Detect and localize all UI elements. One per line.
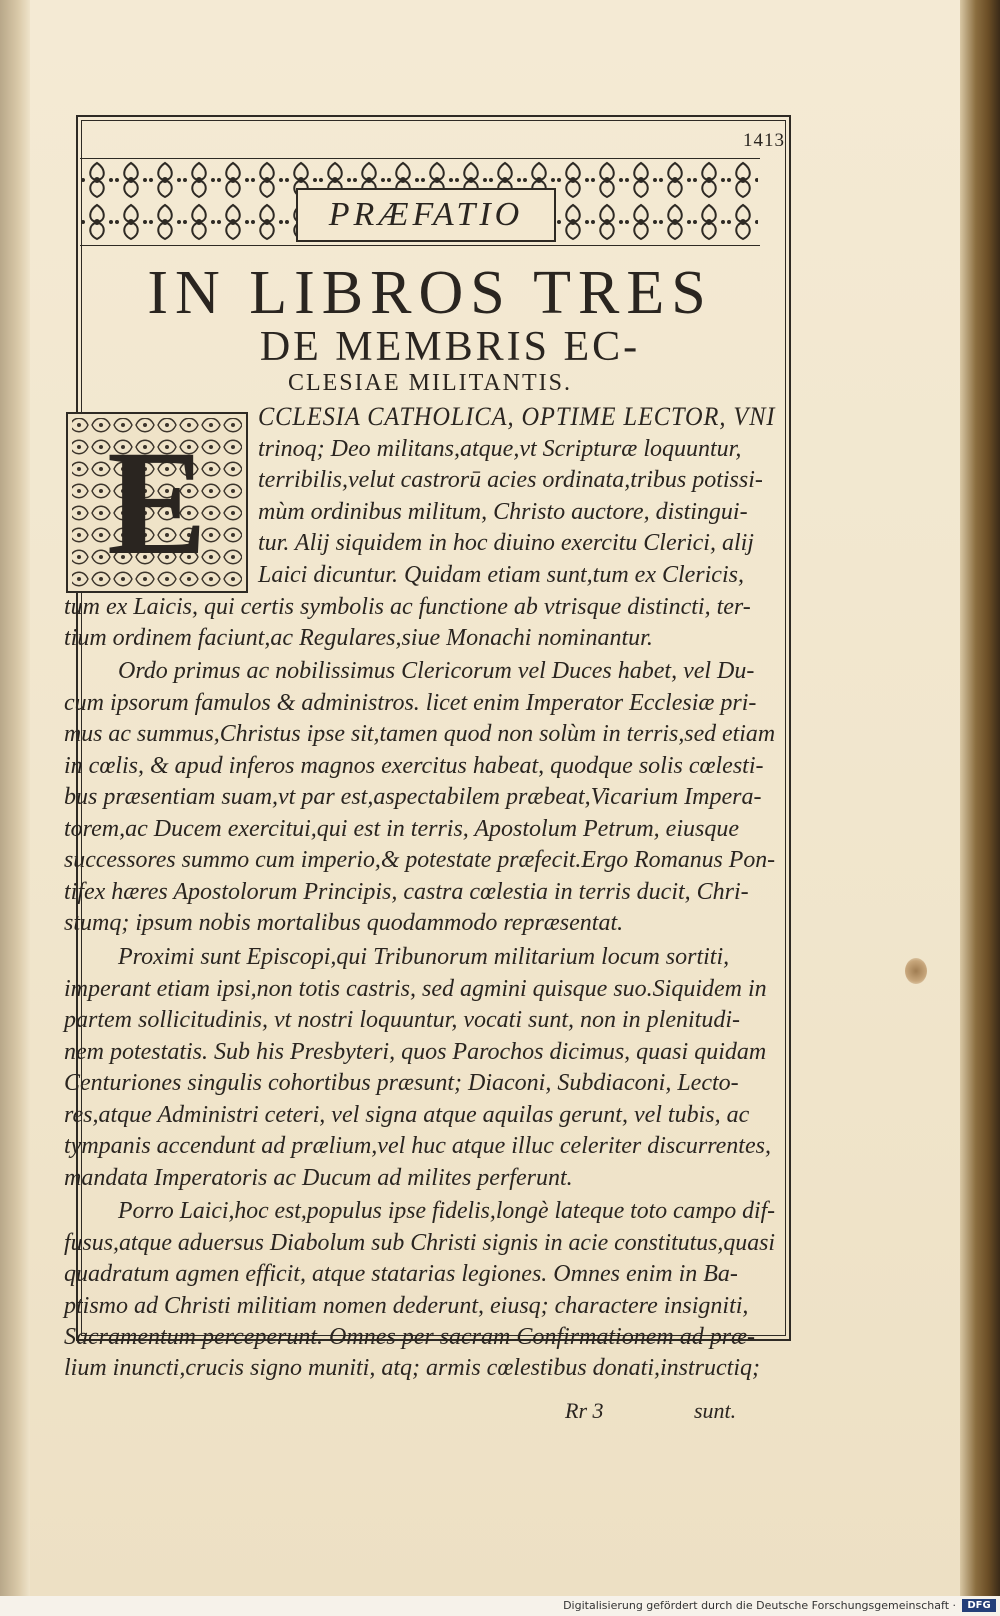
text-line: mùm ordinibus militum, Christo auctore, distingui- xyxy=(258,499,748,525)
paper-stain xyxy=(905,958,927,984)
text-line: res,atque Administri ceteri, vel signa atque aquilas gerunt, vel tubis, ac xyxy=(64,1102,750,1128)
text-line: cum ipsorum famulos & administros. licet enim Imperator Ecclesiæ pri- xyxy=(64,690,757,716)
book-edge xyxy=(960,0,1000,1616)
page-number: 1413 xyxy=(743,130,785,151)
text-line: terribilis,velut castrorū acies ordinata,tribus potissi- xyxy=(258,467,763,493)
text-line: Ordo primus ac nobilissimus Clericorum vel Duces habet, vel Du- xyxy=(118,658,755,684)
text-line: Proximi sunt Episcopi,qui Tribunorum militarium locum sortiti, xyxy=(118,944,730,970)
text-line: partem sollicitudinis, vt nostri loquuntur, vocati sunt, non in plenitudi- xyxy=(64,1007,740,1033)
text-line: successores summo cum imperio,& potestate præfecit.Ergo Romanus Pon- xyxy=(64,847,776,873)
title-line-2: DE MEMBRIS EC- xyxy=(259,324,641,370)
text-line: Laici dicuntur. Quidam etiam sunt,tum ex Clericis, xyxy=(258,562,744,588)
text-line: tium ordinem faciunt,ac Regulares,siue Monachi nominantur. xyxy=(64,625,653,651)
text-line: Centuriones singulis cohortibus præsunt; Diaconi, Subdiaconi, Lecto- xyxy=(64,1070,739,1096)
praefatio-cartouche xyxy=(296,188,556,242)
dfg-logo: DFG xyxy=(962,1599,996,1612)
text-line: tifex hæres Apostolorum Principis, castra cœlestia in terris ducit, Chri- xyxy=(64,879,749,905)
text-line: tur. Alij siquidem in hoc diuino exercitu Clerici, alij xyxy=(258,530,754,556)
signature-mark: Rr 3 xyxy=(565,1398,604,1423)
praefatio-label: PRÆFATIO xyxy=(328,196,524,233)
text-line: Porro Laici,hoc est,populus ipse fidelis,longè lateque toto campo dif- xyxy=(118,1198,776,1224)
text-line: lium inuncti,crucis signo muniti, atq; armis cœlestibus donati,instructiq; xyxy=(64,1355,760,1381)
text-line: trinoq; Deo militans,atque,vt Scripturæ loquuntur, xyxy=(258,436,742,462)
text-line: mandata Imperatoris ac Ducum ad milites perferunt. xyxy=(64,1165,573,1191)
footer-credit: Digitalisierung gefördert durch die Deutsche Forschungsgemeinschaft · xyxy=(563,1599,956,1612)
text-line: fusus,atque aduersus Diabolum sub Christi signis in acie constitutus,quasi xyxy=(64,1230,776,1256)
text-line: Sacramentum perceperunt. Omnes per sacram Confirmationem ad præ- xyxy=(64,1324,756,1350)
text-line: ptismo ad Christi militiam nomen dederunt, eiusq; charactere insigniti, xyxy=(64,1293,749,1319)
text-line: mus ac summus,Christus ipse sit,tamen quod non solùm in terris,sed etiam xyxy=(64,721,776,747)
decorated-initial xyxy=(66,412,248,593)
text-line: tum ex Laicis, qui certis symbolis ac functione ab vtrisque distincti, ter- xyxy=(64,594,751,620)
text-line: CCLESIA CATHOLICA, OPTIME LECTOR, VNI xyxy=(258,402,776,431)
left-page-margin xyxy=(0,0,30,1616)
text-line: nem potestatis. Sub his Presbyteri, quos Parochos dicimus, quasi quidam xyxy=(64,1039,767,1065)
text-line: quadratum agmen efficit, atque statarias legiones. Omnes enim in Ba- xyxy=(64,1261,738,1287)
text-line: tympanis accendunt ad prælium,vel huc atque illuc celeriter discurrentes, xyxy=(64,1133,771,1159)
text-line: imperant etiam ipsi,non totis castris, sed agmini quisque suo.Siquidem in xyxy=(64,976,767,1002)
text-line: bus præsentiam suam,vt par est,aspectabilem præbeat,Vicarium Impera- xyxy=(64,784,762,810)
title-line-3: CLESIAE MILITANTIS. xyxy=(287,370,573,396)
initial-letter: E xyxy=(106,419,208,586)
text-line: in cœlis, & apud inferos magnos exercitus habeat, quodque solis cœlesti- xyxy=(64,753,764,779)
text-line: stumq; ipsum nobis mortalibus quodammodo repræsentat. xyxy=(64,910,624,936)
title-line-1: IN LIBROS TRES xyxy=(147,259,713,327)
text-line: torem,ac Ducem exercitui,qui est in terris, Apostolum Petrum, eiusque xyxy=(64,816,739,842)
catchword: sunt. xyxy=(694,1398,737,1423)
